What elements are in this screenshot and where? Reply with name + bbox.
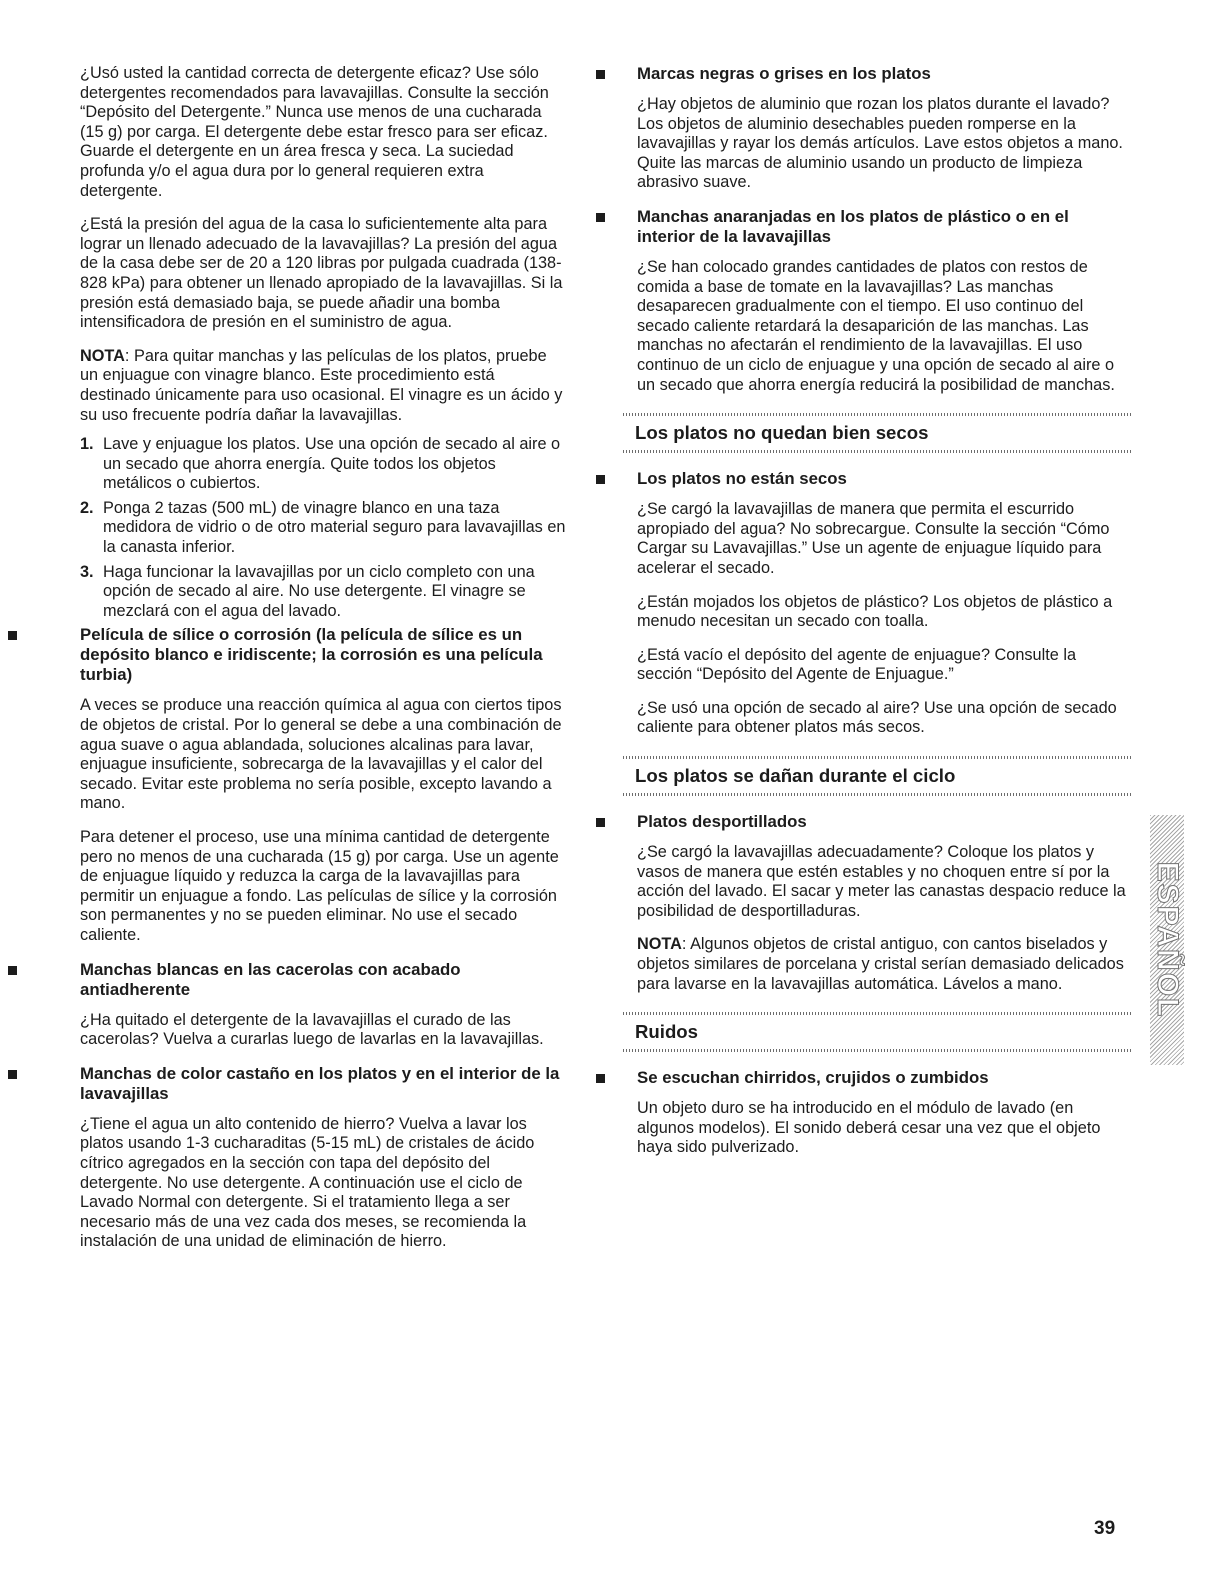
bullet-heading-silica-film [80, 625, 568, 685]
right-column [637, 64, 1127, 1172]
side-tab-label: ESPAÑOL [1151, 861, 1184, 1019]
language-side-tab [1150, 815, 1184, 1065]
bullet-square-icon [8, 966, 17, 975]
paragraph-white-spots: ¿Ha quitado el detergente de la lavavajillas el curado de las cacerolas? Vuelva a curarlas luego de lavarlas en la lavavajillas. [80, 1010, 544, 1049]
paragraph-orange-stains: ¿Se han colocado grandes cantidades de platos con restos de comida a base de tomate en la lavavajillas? Las manchas desaparecen gradualmente con el tiempo. El uso continuo del secado caliente retardará la desaparición de las manchas. Las manchas no afectarán el rendimiento de la lavavajillas. El uso continuo de un ciclo de enjuague y una opción de secado al aire o un secado que ahorra energía reducirá la posibilidad de manchas. [637, 257, 1115, 394]
bullet-heading-black-marks [637, 64, 1127, 84]
bullet-heading-text: Marcas negras o grises en los platos [637, 64, 931, 83]
paragraph-brown-stains: ¿Tiene el agua un alto contenido de hierro? Vuelva a lavar los platos usando 1-3 cucharaditas (5-15 mL) de cristales de ácido cítrico agregados en la sección con tapa del depósito del detergente. No use detergente. A continuación use el ciclo de Lavado Normal con detergente. Si el tratamiento llega a ser necesario más de una vez cada dos meses, se recomienda la instalación de una unidad de eliminación de hierro. [80, 1114, 535, 1251]
bullet-square-icon [596, 475, 605, 484]
step-text: Ponga 2 tazas (500 mL) de vinagre blanco en una taza medidora de vidrio o de otro material seguro para lavavajillas en la canasta inferior. [103, 498, 566, 557]
paragraph-loading-drain: ¿Se cargó la lavavajillas de manera que permita el escurrido apropiado del agua? No sobrecargue. Consulte la sección “Cómo Cargar su Lavavajillas.” Use un agente de enjuague líquido para acelerar el secado. [637, 500, 1110, 577]
section-title: Ruidos [635, 1021, 699, 1043]
bullet-square-icon [8, 1070, 17, 1079]
paragraph-rinse-dispenser: ¿Está vacío el depósito del agente de enjuague? Consulte la sección “Depósito del Agente de Enjuague.” [637, 645, 1076, 684]
step-number: 3. [80, 562, 94, 581]
paragraph-silica-cause: A veces se produce una reacción química al agua con ciertos tipos de objetos de cristal. Por lo general se debe a una combinación de agua suave o agua ablandada, soluciones alcalinas para lavar, enjuague insuficiente, sobrecarga de la lavavajillas y el calor del secado. Evitar este problema no sería posible, excepto lavando a mano. [80, 696, 562, 813]
bullet-heading-text: Manchas blancas en las cacerolas con acabado antiadherente [80, 959, 461, 999]
paragraph-plastic-wet: ¿Están mojados los objetos de plástico? Los objetos de plástico a menudo necesitan un secado con toalla. [637, 592, 1113, 631]
paragraph-water-pressure: ¿Está la presión del agua de la casa lo suficientemente alta para lograr un llenado adecuado de la lavavajillas? La presión del agua de la casa debe ser de 20 a 120 libras por pulgada cuadrada (138-828 kPa) para obtener un llenado apropiado de la lavavajillas. Si la presión está demasiado baja, se puede añadir una bomba intensificadora de presión en el suministro de agua. [80, 215, 563, 332]
bullet-square-icon [596, 1074, 605, 1083]
section-heading-not-dry [623, 413, 1131, 453]
note-text: : Para quitar manchas y las películas de los platos, pruebe un enjuague con vinagre blanco. Este procedimiento está destinado únicamente para uso ocasional. El vinagre es un ácido y su uso frecuente podría dañar la lavavajillas. [80, 346, 563, 424]
bullet-heading-chipped [637, 812, 1127, 832]
paragraph-black-marks: ¿Hay objetos de aluminio que rozan los platos durante el lavado? Los objetos de aluminio desechables pueden romperse en la lavavajillas y rayar los demás artículos. Lave estos objetos a mano. Quite las marcas de aluminio usando un producto de limpieza abrasivo suave. [637, 95, 1123, 192]
bullet-heading-brown-stains [80, 1064, 568, 1104]
bullet-heading-dishes-not-dry [637, 469, 1127, 489]
paragraph-detergent: ¿Usó usted la cantidad correcta de detergente eficaz? Use sólo detergentes recomendados para lavavajillas. Consulte la sección “Depósito del Detergente.” Nunca use menos de una cucharada (15 g) por carga. El detergente debe estar fresco para ser eficaz. Guarde el detergente en un área fresca y seca. La suciedad profunda y/o el agua dura por lo general requieren extra detergente. [80, 64, 549, 200]
section-heading-noises [623, 1012, 1131, 1052]
bullet-square-icon [596, 818, 605, 827]
paragraph-noises: Un objeto duro se ha introducido en el módulo de lavado (en algunos modelos). El sonido deberá cesar una vez que el objeto haya sido pulverizado. [637, 1099, 1101, 1157]
bullet-heading-text: Platos desportillados [637, 812, 807, 832]
note-text: : Algunos objetos de cristal antiguo, con cantos biselados y objetos similares de porcelana y cristal serían demasiado delicados para lavarse en la lavavajillas automática. Lávelos a mano. [637, 935, 1124, 993]
list-item [80, 563, 568, 622]
note-label: NOTA [637, 935, 682, 954]
list-item [80, 435, 568, 494]
paragraph-chipped: ¿Se cargó la lavavajillas adecuadamente? Coloque los platos y vasos de manera que estén estables y no choquen entre sí por la acción del lavado. El sacar y meter las canastas despacio reduce la posibilidad de desportilladuras. [637, 843, 1126, 920]
bullet-heading-text: Película de sílice o corrosión (la película de sílice es un depósito blanco e iridiscente; la corrosión es una película turbia) [80, 625, 543, 685]
step-text: Haga funcionar la lavavajillas por un ciclo completo con una opción de secado al aire. No use detergente. El vinagre se mezclará con el agua del lavado. [103, 562, 535, 620]
section-title: Los platos se dañan durante el ciclo [635, 765, 956, 787]
bullet-heading-orange-stains [637, 207, 1127, 247]
paragraph-air-dry: ¿Se usó una opción de secado al aire? Use una opción de secado caliente para obtener platos más secos. [637, 698, 1117, 737]
bullet-heading-text: Manchas de color castaño en los platos y en el interior de la lavavajillas [80, 1063, 560, 1103]
bullet-heading-text: Se escuchan chirridos, crujidos o zumbidos [637, 1068, 989, 1088]
page-number: 39 [1094, 1518, 1116, 1539]
section-title: Los platos no quedan bien secos [635, 422, 929, 444]
note-delicate-glass [637, 935, 1127, 994]
step-text: Lave y enjuague los platos. Use una opción de secado al aire o un secado que ahorra energía. Quite todos los objetos metálicos o cubiertos. [103, 435, 561, 493]
left-column [80, 64, 568, 1266]
bullet-heading-squeaks [637, 1068, 1127, 1088]
paragraph-silica-fix: Para detener el proceso, use una mínima cantidad de detergente pero no menos de una cucharada (15 g) por carga. Use un agente de enjuague líquido y reduzca la carga de la lavavajillas para permitir un enjuague a fondo. Las películas de sílice y la corrosión son permanentes y no se pueden eliminar. No use el secado caliente. [80, 828, 559, 944]
bullet-heading-white-spots [80, 960, 568, 1000]
bullet-square-icon [8, 631, 17, 640]
bullet-square-icon [596, 70, 605, 79]
step-number: 2. [80, 498, 94, 517]
step-number: 1. [80, 435, 94, 454]
list-item [80, 499, 568, 558]
note-label: NOTA [80, 346, 125, 365]
bullet-heading-text: Manchas anaranjadas en los platos de plástico o en el interior de la lavavajillas [637, 206, 1069, 246]
vinegar-steps-list [80, 435, 568, 621]
bullet-square-icon [596, 213, 605, 222]
bullet-heading-text: Los platos no están secos [637, 469, 847, 489]
note-vinegar [80, 347, 568, 425]
section-heading-damaged [623, 756, 1131, 796]
